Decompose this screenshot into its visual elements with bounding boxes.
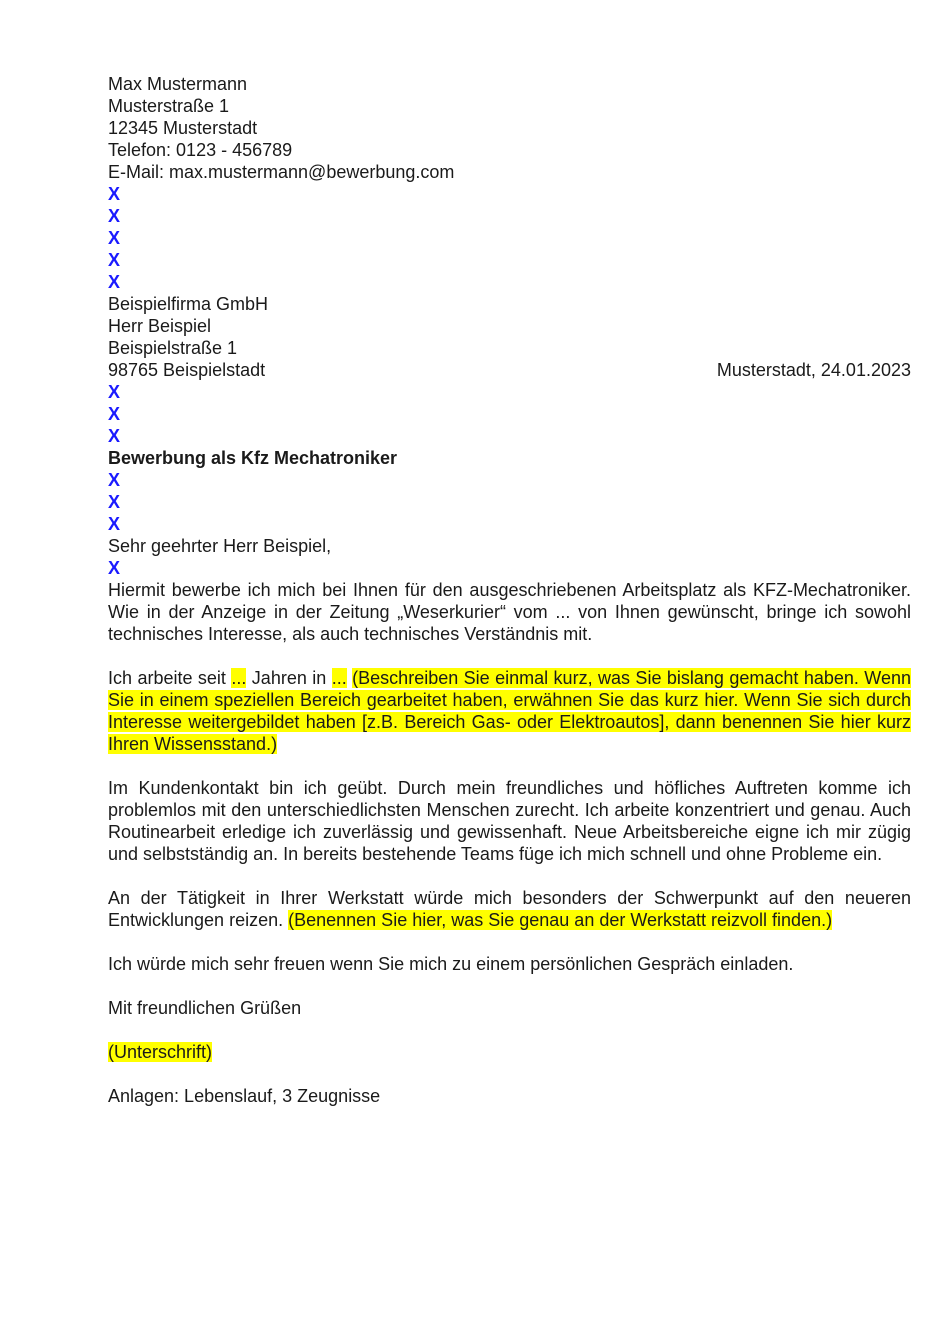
motivation-text: An der Tätigkeit in Ihrer Werkstatt würde mich besonders der Schwerpunkt auf den neueren Entwicklungen reizen. xyxy=(108,888,911,930)
paragraph-gap xyxy=(108,645,911,667)
recipient-person: Herr Beispiel xyxy=(108,316,212,336)
attachments-line: Anlagen: Lebenslauf, 3 Zeugnisse xyxy=(108,1086,381,1106)
paragraph-gap xyxy=(108,1019,911,1041)
recipient-street: Beispielstraße 1 xyxy=(108,338,238,358)
paragraph-experience xyxy=(108,667,911,755)
spacing-marker: X xyxy=(108,426,121,446)
spacing-marker: X xyxy=(108,382,121,402)
closing-phrase: Mit freundlichen Grüßen xyxy=(108,998,302,1018)
placeholder-field: ... xyxy=(331,668,347,688)
paragraph-skills: Im Kundenkontakt bin ich geübt. Durch mein freundliches und höfliches Auftreten komme ich problemlos mit den unterschiedlichsten Menschen zurecht. Ich arbeite konzentriert und genau. Auch Routinearbeit erledige ich zuverlässig und gewissenhaft. Neue Arbeitsbereiche eigne ich mir zügig und selbstständig an. In bereits bestehende Teams füge ich mich schnell und ohne Probleme ein. xyxy=(108,778,911,864)
recipient-company: Beispielfirma GmbH xyxy=(108,294,269,314)
spacing-marker: X xyxy=(108,514,121,534)
signature-text: (Unterschrift) xyxy=(108,1042,213,1062)
sender-phone: Telefon: 0123 - 456789 xyxy=(108,140,293,160)
spacing-marker: X xyxy=(108,492,121,512)
sender-street: Musterstraße 1 xyxy=(108,96,230,116)
spacing-marker: X xyxy=(108,404,121,424)
recipient-city-date-row xyxy=(108,359,911,381)
spacing-marker: X xyxy=(108,250,121,270)
spacing-marker: X xyxy=(108,272,121,292)
spacing-marker: X xyxy=(108,470,121,490)
place-date: Musterstadt, 24.01.2023 xyxy=(716,360,911,380)
experience-text: Ich arbeite seit xyxy=(108,668,232,688)
instruction-experience: (Beschreiben Sie einmal kurz, was Sie bislang gemacht haben. Wenn Sie in einem speziellen Bereich gearbeitet haben, erwähnen Sie das kurz hier. Wenn Sie sich durch Interesse weitergebildet haben [z.B. Bereich Gas- oder Elektroautos], dann benennen Sie hier kurz Ihren Wissensstand.) xyxy=(108,668,911,754)
paragraph-intro: Hiermit bewerbe ich mich bei Ihnen für den ausgeschriebenen Arbeitsplatz als KFZ-Mechatroniker. Wie in der Anzeige in der Zeitung „Weserkurier“ vom ... von Ihnen gewünscht, bringe ich sowohl technisches Interesse, als auch technisches Verständnis mit. xyxy=(108,580,911,644)
sender-email: E-Mail: max.mustermann@bewerbung.com xyxy=(108,162,455,182)
paragraph-gap xyxy=(108,975,911,997)
spacing-marker: X xyxy=(108,558,121,578)
placeholder-years: ... xyxy=(231,668,247,688)
spacing-marker: X xyxy=(108,228,121,248)
letter-page xyxy=(108,73,911,1107)
recipient-block xyxy=(108,293,911,381)
salutation: Sehr geehrter Herr Beispiel, xyxy=(108,536,332,556)
paragraph-gap xyxy=(108,865,911,887)
sender-name: Max Mustermann xyxy=(108,74,248,94)
paragraph-closing-request: Ich würde mich sehr freuen wenn Sie mich zu einem persönlichen Gespräch einladen. xyxy=(108,954,794,974)
spacing-marker: X xyxy=(108,206,121,226)
experience-text: Jahren in xyxy=(246,668,332,688)
paragraph-motivation xyxy=(108,887,911,931)
paragraph-gap xyxy=(108,931,911,953)
recipient-city: 98765 Beispielstadt xyxy=(108,360,266,380)
paragraph-gap xyxy=(108,1063,911,1085)
instruction-motivation: (Benennen Sie hier, was Sie genau an der Werkstatt reizvoll finden.) xyxy=(288,910,833,930)
signature-placeholder xyxy=(108,1041,911,1063)
paragraph-gap xyxy=(108,755,911,777)
subject-line: Bewerbung als Kfz Mechatroniker xyxy=(108,448,398,468)
sender-city: 12345 Musterstadt xyxy=(108,118,258,138)
sender-block xyxy=(108,73,911,183)
spacing-marker: X xyxy=(108,184,121,204)
